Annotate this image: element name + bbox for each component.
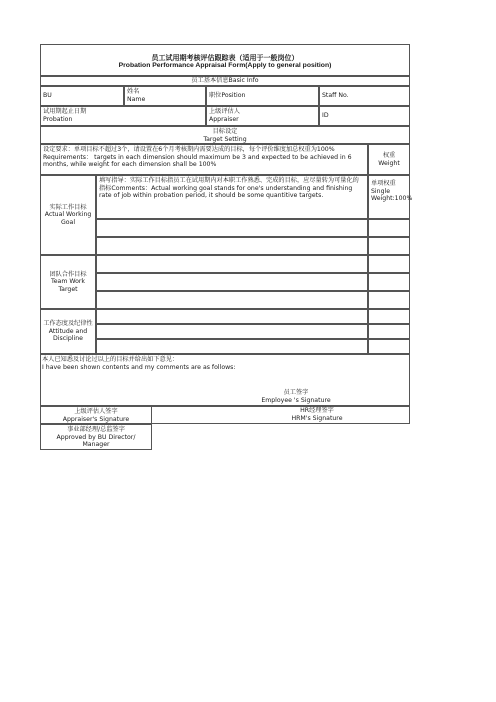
name-label-en: Name: [127, 95, 146, 103]
dimension-team-work-target: [40, 255, 96, 309]
attitude-target-2-cell[interactable]: [96, 324, 368, 339]
requirements-cn: 设定要求：单项目标不超过3个，请设置在6个月考核期内需要达成的目标，每个评价维度加总权重为100%: [43, 146, 335, 153]
probation-label-en: Probation: [43, 115, 73, 123]
team-target-1-cell[interactable]: [96, 255, 368, 273]
acknowledgement-block[interactable]: [40, 354, 410, 406]
dimension-2-en1: Team Work: [51, 278, 85, 286]
acknowledgement-en: I have been shown contents and my comments are as follows:: [42, 363, 236, 371]
goal-2-weight-cell[interactable]: [368, 237, 410, 255]
goal-1-weight-cell[interactable]: [368, 219, 410, 237]
requirements-en: Requirements： targets in each dimension should maximum be 3 and expected to be achieved in 6 months, while weight for each dimension shall be 100%: [43, 153, 352, 169]
attitude-weight-3-cell[interactable]: [368, 339, 410, 354]
appraiser-label: [206, 106, 319, 126]
weight-cn: 权重: [382, 152, 396, 159]
appraiser-label-en: Appraiser: [209, 115, 239, 123]
employee-signature-cn: 员工签字: [283, 389, 309, 396]
acknowledgement-cn: 本人已知悉及讨论过以上的目标并给出如下意见：: [42, 356, 179, 363]
appraiser-signature-cell[interactable]: [40, 406, 152, 424]
dimension-3-cn: 工作态度及纪律性: [43, 320, 93, 328]
dimension-3-en1: Attitude and: [48, 327, 88, 335]
title-en: Probation Performance Appraisal Form(Apply to general position): [118, 62, 332, 69]
probation-label-cn: 试用期起止日期: [43, 108, 87, 115]
hrm-signature-cn: HR经理签字: [300, 407, 334, 414]
dimension-2-cn: 团队合作目标: [49, 270, 87, 278]
attitude-target-1-cell[interactable]: [96, 309, 368, 324]
director-signature-cell[interactable]: [40, 424, 152, 450]
attitude-target-3-cell[interactable]: [96, 339, 368, 354]
name-label: [124, 86, 206, 106]
director-signature-cn: 事业部经理/总监签字: [67, 426, 125, 433]
guide-text-cell[interactable]: [96, 175, 368, 219]
requirements-text: [40, 144, 368, 175]
position-label: 职位Position: [206, 86, 319, 106]
dimension-2-en2: Target: [58, 285, 78, 293]
team-target-3-cell[interactable]: [96, 291, 368, 309]
target-setting-header: [40, 126, 410, 144]
hrm-signature-label: [262, 407, 372, 423]
dimension-attitude-discipline: [40, 309, 96, 354]
name-label-cn: 姓名: [127, 88, 140, 95]
title-cn: 员工试用期考核评估跟踪表（适用于一般岗位）: [151, 55, 299, 62]
team-target-2-cell[interactable]: [96, 273, 368, 291]
basic-info-header: 员工基本信息Basic Info: [40, 76, 410, 86]
appraiser-label-cn: 上级评估人: [209, 108, 240, 115]
single-weight-cell[interactable]: [368, 175, 413, 219]
guide-text: 填写指导：实际工作目标指员工在试用期内对本职工作熟悉、完成的目标，应尽量转为可量化的指标Comments：Actual working goal stands for one's understanding and finishing rate of job within probation period, it should be some quantitive targets.: [99, 177, 359, 200]
attitude-weight-2-cell[interactable]: [368, 324, 410, 339]
target-setting-cn: 目标设定: [212, 128, 238, 135]
goal-1-target-cell[interactable]: [96, 219, 368, 237]
appraiser-signature-en: Appraiser's Signature: [62, 415, 130, 423]
goal-2-target-cell[interactable]: [96, 237, 368, 255]
team-weight-2-cell[interactable]: [368, 273, 410, 291]
id-label: ID: [319, 106, 410, 126]
dimension-3-en2: Discipline: [53, 335, 83, 343]
form-title-block: [40, 44, 410, 76]
employee-signature-en: Employee 's Signature: [261, 396, 331, 404]
dimension-1-en1: Actual Working: [44, 211, 92, 219]
hrm-signature-en: HRM's Signature: [291, 414, 343, 422]
appraiser-signature-cn: 上级评估人签字: [74, 408, 118, 415]
bu-label: BU: [40, 86, 124, 106]
director-signature-en1: Approved by BU Director/: [56, 433, 136, 441]
single-weight-note: 单项权重Single Weight:100%: [371, 180, 413, 203]
attitude-weight-1-cell[interactable]: [368, 309, 410, 324]
dimension-actual-working-goal: [40, 175, 96, 255]
dimension-1-cn: 实际工作目标: [49, 203, 87, 211]
team-weight-1-cell[interactable]: [368, 255, 410, 273]
director-signature-en2: Manager: [82, 441, 110, 449]
target-setting-en: Target Setting: [203, 135, 247, 143]
probation-label: [40, 106, 206, 126]
team-weight-3-cell[interactable]: [368, 291, 410, 309]
dimension-1-en2: Goal: [60, 218, 76, 226]
weight-en: Weight: [378, 159, 400, 167]
weight-header: [368, 144, 410, 175]
staff-no-label: Staff No.: [319, 86, 410, 106]
